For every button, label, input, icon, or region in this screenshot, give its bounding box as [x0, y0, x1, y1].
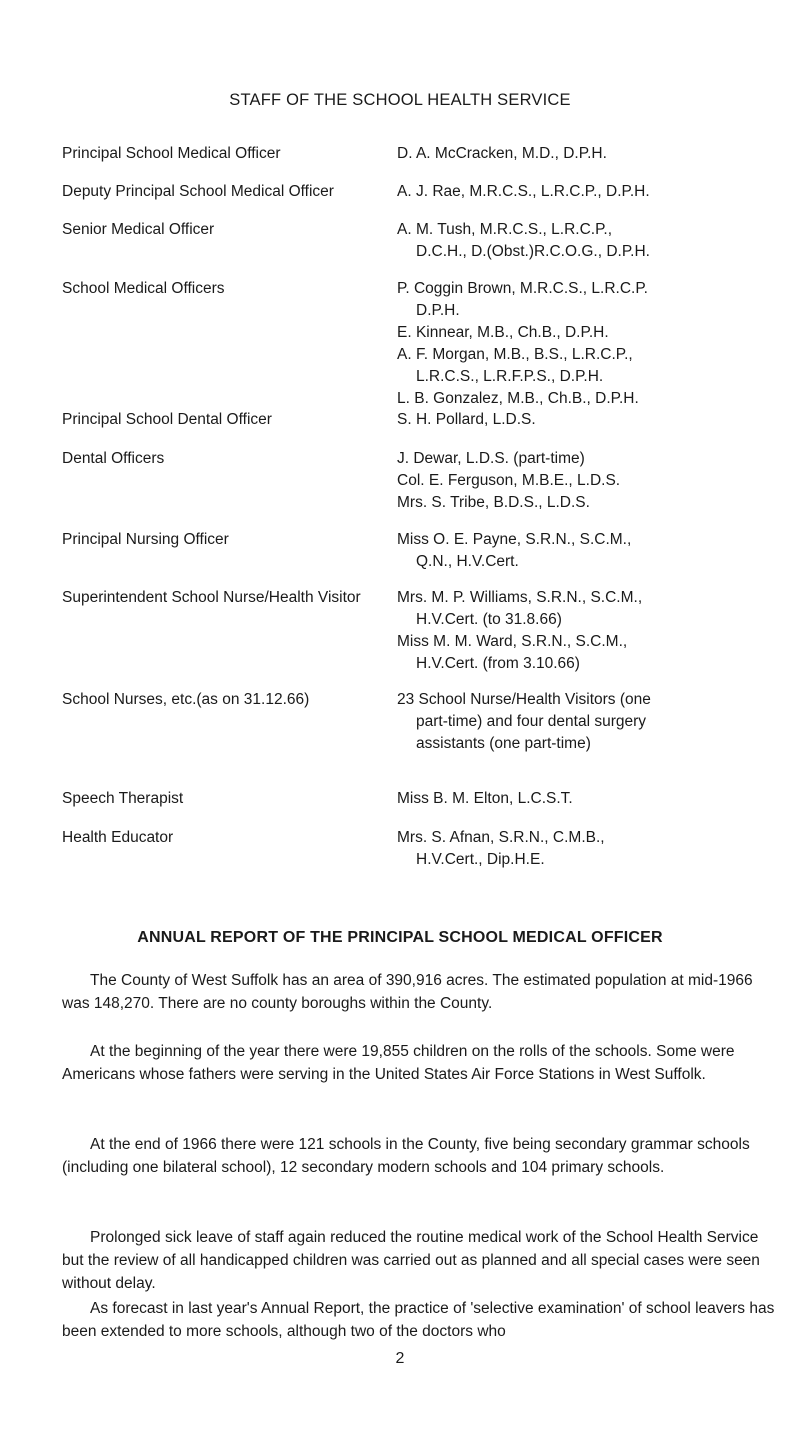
person-line: E. Kinnear, M.B., Ch.B., D.P.H. [397, 324, 609, 341]
person-line: 23 School Nurse/Health Visitors (one [397, 691, 651, 708]
person-line: Mrs. S. Tribe, B.D.S., L.D.S. [397, 494, 590, 511]
person-list [397, 587, 800, 675]
role-label: Superintendent School Nurse/Health Visitor [62, 589, 361, 606]
role-label: Dental Officers [62, 450, 165, 467]
person-line: Q.N., H.V.Cert. [416, 553, 519, 570]
person-list [397, 689, 800, 755]
person-line: J. Dewar, L.D.S. (part-time) [397, 450, 585, 467]
person-line: Miss B. M. Elton, L.C.S.T. [397, 790, 573, 807]
person-line: L.R.C.S., L.R.F.P.S., D.P.H. [416, 368, 604, 385]
role-label: School Nurses, etc.(as on 31.12.66) [62, 691, 310, 708]
report-paragraph: At the end of 1966 there were 121 schools in the County, five being secondary grammar schools (including one bilateral school), 12 secondary modern schools and 104 primary schools. [62, 1136, 750, 1176]
person-list [397, 448, 800, 514]
person-list [397, 219, 800, 263]
role-label: Principal School Dental Officer [62, 411, 272, 428]
person-line: Mrs. S. Afnan, S.R.N., C.M.B., [397, 829, 605, 846]
person-line: part-time) and four dental surgery [416, 713, 647, 730]
report-paragraph: At the beginning of the year there were 19,855 children on the rolls of the schools. Some were Americans whose fathers were serving in the United States Air Force Stations in West Suffolk. [62, 1043, 735, 1083]
person-line: Miss O. E. Payne, S.R.N., S.C.M., [397, 531, 632, 548]
role-label: Senior Medical Officer [62, 221, 215, 238]
report-paragraph: Prolonged sick leave of staff again reduced the routine medical work of the School Health Service but the review of all handicapped children was carried out as planned and all special cases were seen without delay. [62, 1229, 760, 1292]
person-line: L. B. Gonzalez, M.B., Ch.B., D.P.H. [397, 390, 639, 407]
person-list [397, 827, 800, 871]
role-label: Principal School Medical Officer [62, 145, 281, 162]
person-line: D. A. McCracken, M.D., D.P.H. [397, 145, 607, 162]
person-line: H.V.Cert., Dip.H.E. [416, 851, 545, 868]
person-line: A. J. Rae, M.R.C.S., L.R.C.P., D.P.H. [397, 183, 650, 200]
report-paragraph: The County of West Suffolk has an area of 390,916 acres. The estimated population at mid-1966 was 148,270. There are no county boroughs within the County. [62, 972, 753, 1012]
person-list [397, 409, 800, 431]
person-list [397, 529, 800, 573]
person-line: assistants (one part-time) [416, 735, 591, 752]
report-paragraph: As forecast in last year's Annual Report, the practice of 'selective examination' of school leavers has been extended to more schools, although two of the doctors who [62, 1300, 775, 1340]
person-line: Col. E. Ferguson, M.B.E., L.D.S. [397, 472, 621, 489]
page-number: 2 [395, 1350, 405, 1367]
report-heading: ANNUAL REPORT OF THE PRINCIPAL SCHOOL MEDICAL OFFICER [137, 929, 663, 946]
person-line: D.P.H. [416, 302, 460, 319]
person-list [397, 143, 800, 165]
person-line: Mrs. M. P. Williams, S.R.N., S.C.M., [397, 589, 643, 606]
person-line: H.V.Cert. (from 3.10.66) [416, 655, 580, 672]
person-line: D.C.H., D.(Obst.)R.C.O.G., D.P.H. [416, 243, 650, 260]
role-label: School Medical Officers [62, 280, 225, 297]
person-line: S. H. Pollard, L.D.S. [397, 411, 536, 428]
person-line: A. F. Morgan, M.B., B.S., L.R.C.P., [397, 346, 633, 363]
person-line: A. M. Tush, M.R.C.S., L.R.C.P., [397, 221, 613, 238]
person-list [397, 181, 800, 203]
role-label: Deputy Principal School Medical Officer [62, 183, 334, 200]
person-line: Miss M. M. Ward, S.R.N., S.C.M., [397, 633, 628, 650]
role-label: Speech Therapist [62, 790, 184, 807]
page-title: STAFF OF THE SCHOOL HEALTH SERVICE [229, 91, 571, 109]
person-list [397, 278, 800, 410]
role-label: Health Educator [62, 829, 174, 846]
role-label: Principal Nursing Officer [62, 531, 229, 548]
person-line: P. Coggin Brown, M.R.C.S., L.R.C.P. [397, 280, 648, 297]
person-line: H.V.Cert. (to 31.8.66) [416, 611, 562, 628]
person-list [397, 788, 800, 810]
